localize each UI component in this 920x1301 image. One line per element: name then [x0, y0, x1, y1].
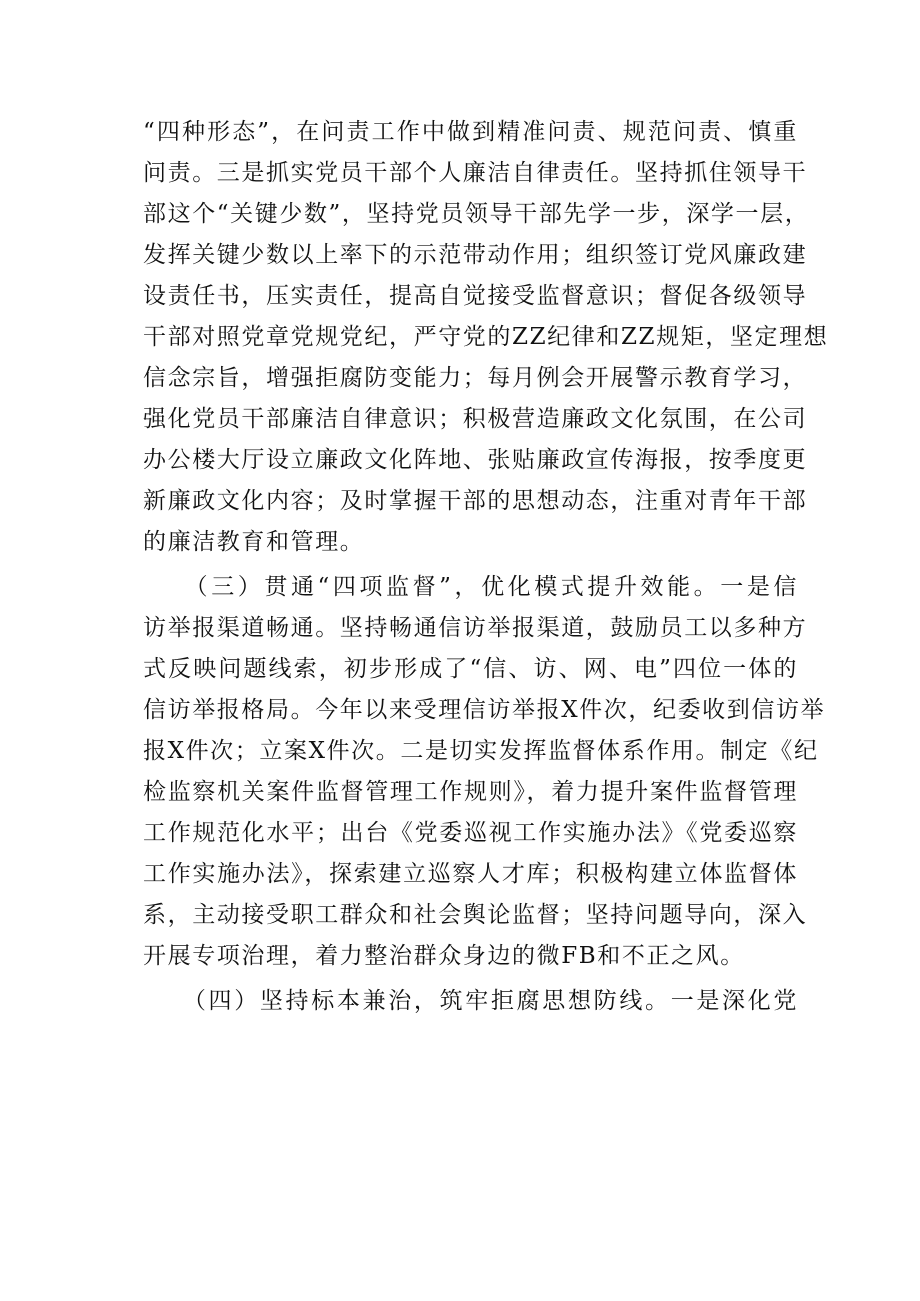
text-line: 发挥关键少数以上率下的示范带动作用；组织签订党风廉政建 [143, 242, 808, 268]
text-line: 工作实施办法》，探索建立巡察人才库；积极构建立体监督体 [143, 861, 798, 887]
text-line: 检监察机关案件监督管理工作规则》，着力提升案件监督管理 [143, 779, 798, 805]
text-line: 强化党员干部廉洁自律意识；积极营造廉政文化氛围，在公司 [143, 406, 808, 432]
text-line: 问责。三是抓实党员干部个人廉洁自律责任。坚持抓住领导干 [143, 160, 808, 186]
paragraph-end-line: 开展专项治理，着力整治群众身边的微FB和不正之风。 [143, 943, 745, 969]
section-heading-line: （三）贯通“四项监督”，优化模式提升效能。一是信 [143, 574, 798, 600]
text-line: 新廉政文化内容；及时掌握干部的思想动态，注重对青年干部 [143, 488, 808, 514]
text-line: 访举报渠道畅通。坚持畅通信访举报渠道，鼓励员工以多种方 [143, 615, 808, 641]
text-line: 系，主动接受职工群众和社会舆论监督；坚持问题导向，深入 [143, 902, 808, 928]
text-line: “四种形态”，在问责工作中做到精准问责、规范问责、慎重 [143, 119, 798, 145]
text-line: 部这个“关键少数”，坚持党员领导干部先学一步，深学一层， [143, 201, 810, 227]
section-heading-line: （四）坚持标本兼治，筑牢拒腐思想防线。一是深化党 [143, 988, 798, 1014]
text-line: 信念宗旨，增强拒腐防变能力；每月例会开展警示教育学习， [143, 365, 808, 391]
paragraph-end-line: 的廉洁教育和管理。 [143, 529, 365, 555]
text-line: 设责任书，压实责任，提高自觉接受监督意识；督促各级领导 [143, 283, 808, 309]
text-line: 办公楼大厅设立廉政文化阵地、张贴廉政宣传海报，按季度更 [143, 447, 808, 473]
text-line: 工作规范化水平；出台《党委巡视工作实施办法》《党委巡察 [143, 820, 798, 846]
text-line: 报X件次；立案X件次。二是切实发挥监督体系作用。制定《纪 [143, 738, 819, 764]
text-line: 式反映问题线索，初步形成了“信、访、网、电”四位一体的 [143, 656, 798, 682]
text-line: 信访举报格局。今年以来受理信访举报X件次，纪委收到信访举 [143, 697, 826, 723]
body-text [143, 112, 829, 1022]
text-line: 干部对照党章党规党纪，严守党的ZZ纪律和ZZ规矩，坚定理想 [143, 324, 829, 350]
